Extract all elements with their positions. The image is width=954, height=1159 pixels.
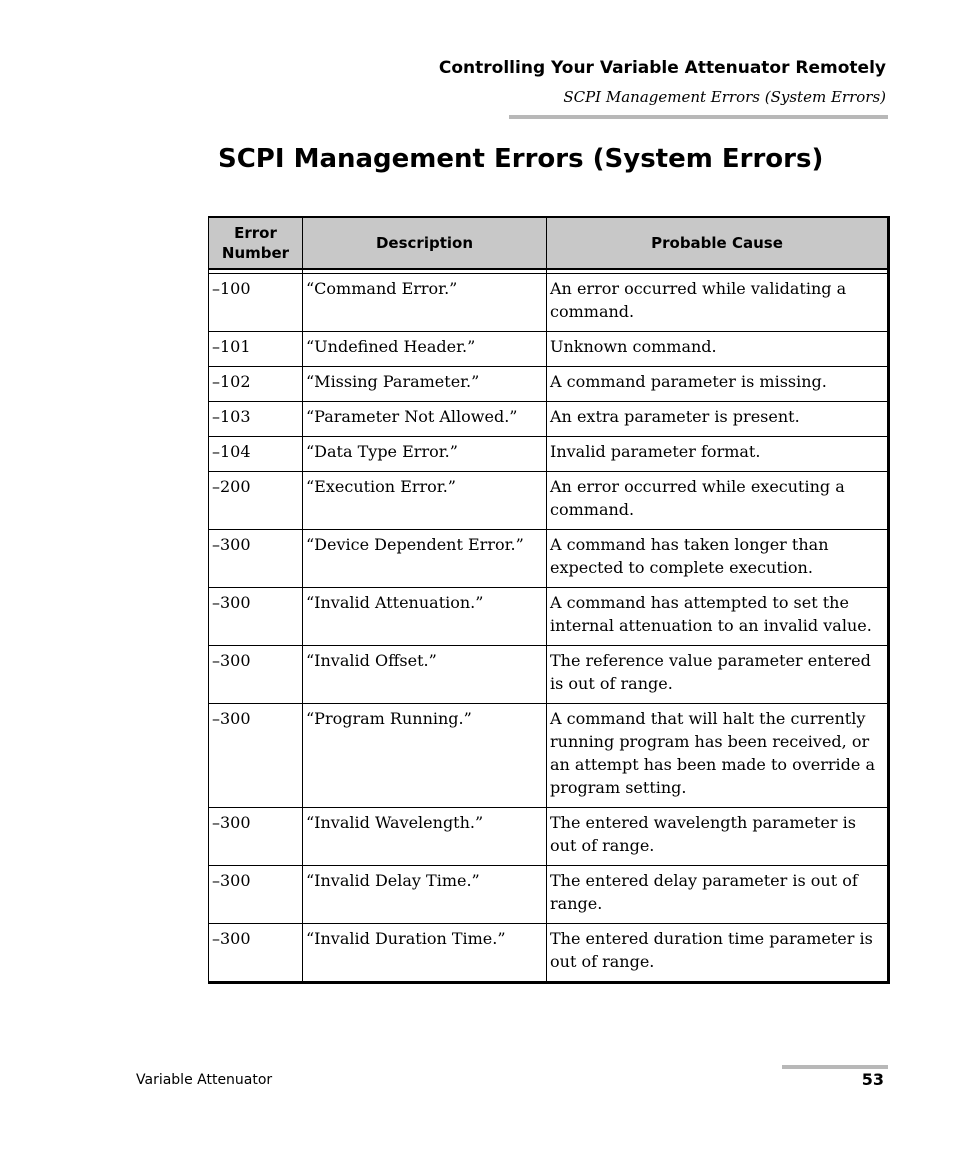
cell-probable-cause: The reference value parameter entered is out of range. [547, 646, 889, 704]
table-row [209, 866, 889, 924]
cell-probable-cause: An error occurred while validating a command. [547, 274, 889, 332]
cell-error-number: –300 [209, 924, 303, 983]
cell-error-number: –104 [209, 437, 303, 472]
running-header-subtitle: SCPI Management Errors (System Errors) [563, 88, 886, 106]
table-row [209, 437, 889, 472]
cell-probable-cause: A command has taken longer than expected to complete execution. [547, 530, 889, 588]
column-header-probable-cause: Probable Cause [547, 217, 889, 269]
cell-error-number: –100 [209, 274, 303, 332]
cell-description: “Missing Parameter.” [303, 367, 547, 402]
table-row [209, 332, 889, 367]
cell-error-number: –200 [209, 472, 303, 530]
cell-error-number: –300 [209, 646, 303, 704]
table-row [209, 646, 889, 704]
running-header-title: Controlling Your Variable Attenuator Remotely [438, 58, 886, 78]
cell-error-number: –300 [209, 588, 303, 646]
cell-description: “Program Running.” [303, 704, 547, 808]
cell-error-number: –101 [209, 332, 303, 367]
cell-description: “Parameter Not Allowed.” [303, 402, 547, 437]
cell-error-number: –300 [209, 530, 303, 588]
footer-rule [782, 1065, 888, 1069]
cell-probable-cause: An extra parameter is present. [547, 402, 889, 437]
cell-error-number: –102 [209, 367, 303, 402]
footer-product-name: Variable Attenuator [136, 1072, 273, 1088]
table-row [209, 704, 889, 808]
cell-error-number: –300 [209, 866, 303, 924]
page-number: 53 [861, 1070, 884, 1089]
table-row [209, 530, 889, 588]
cell-description: “Execution Error.” [303, 472, 547, 530]
table-row [209, 808, 889, 866]
cell-description: “Data Type Error.” [303, 437, 547, 472]
errors-table [208, 216, 890, 984]
cell-description: “Invalid Attenuation.” [303, 588, 547, 646]
cell-description: “Invalid Delay Time.” [303, 866, 547, 924]
header-rule [509, 115, 888, 119]
cell-description: “Invalid Duration Time.” [303, 924, 547, 983]
table-row [209, 367, 889, 402]
errors-table-container [208, 216, 888, 984]
cell-description: “Device Dependent Error.” [303, 530, 547, 588]
cell-probable-cause: The entered wavelength parameter is out of range. [547, 808, 889, 866]
cell-description: “Invalid Offset.” [303, 646, 547, 704]
table-header-row [209, 217, 889, 269]
column-header-error-number: Error Number [209, 217, 303, 269]
cell-probable-cause: An error occurred while executing a command. [547, 472, 889, 530]
cell-probable-cause: A command that will halt the currently running program has been received, or an attempt has been made to override a program setting. [547, 704, 889, 808]
cell-error-number: –300 [209, 808, 303, 866]
cell-description: “Command Error.” [303, 274, 547, 332]
table-row [209, 402, 889, 437]
table-row [209, 472, 889, 530]
column-header-description: Description [303, 217, 547, 269]
cell-error-number: –300 [209, 704, 303, 808]
cell-probable-cause: Invalid parameter format. [547, 437, 889, 472]
cell-probable-cause: A command parameter is missing. [547, 367, 889, 402]
table-row [209, 588, 889, 646]
cell-probable-cause: The entered delay parameter is out of range. [547, 866, 889, 924]
cell-description: “Invalid Wavelength.” [303, 808, 547, 866]
cell-error-number: –103 [209, 402, 303, 437]
table-row [209, 924, 889, 983]
cell-probable-cause: Unknown command. [547, 332, 889, 367]
cell-description: “Undefined Header.” [303, 332, 547, 367]
page-title: SCPI Management Errors (System Errors) [218, 144, 824, 174]
cell-probable-cause: A command has attempted to set the internal attenuation to an invalid value. [547, 588, 889, 646]
table-row [209, 274, 889, 332]
cell-probable-cause: The entered duration time parameter is out of range. [547, 924, 889, 983]
